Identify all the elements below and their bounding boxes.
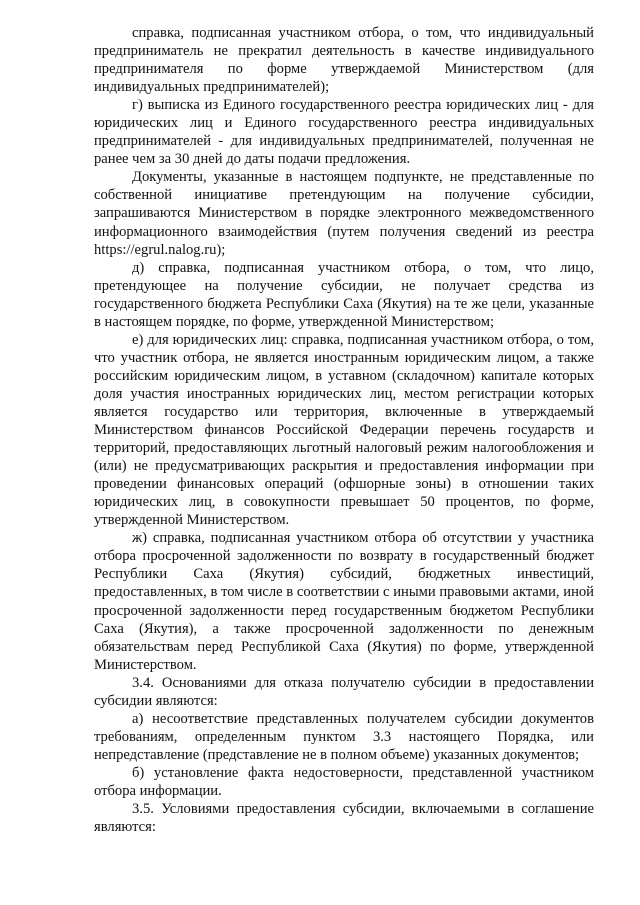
paragraph-item-b: б) установление факта недостоверности, представленной участником отбора информации. — [94, 764, 594, 799]
paragraph-item-e: е) для юридических лиц: справка, подписанная участником отбора, о том, что участник отбора, не является иностранным юридическим лицом, а также российским юридическим лицом, в уставном (складочном) капитале которых доля участия иностранных юридических лиц, местом регистрации которых является государство или территория, включенные в утверждаемый Министерством финансов Российской Федерации перечень государств и территорий, предоставляющих льготный налоговый режим налогообложения и (или) не предусматривающих раскрытия и предоставления информации при проведении финансовых операций (офшорные зоны) в отношении таких юридических лиц, в совокупности превышает 50 процентов, по форме, утвержденной Министерством. — [94, 331, 594, 529]
paragraph-section-3-5: 3.5. Условиями предоставления субсидии, включаемыми в соглашение являются: — [94, 801, 594, 836]
paragraph-ip-certificate: справка, подписанная участником отбора, о том, что индивидуальный предприниматель не прекратил деятельность в качестве индивидуального предпринимателя по форме утверждаемой Министерством (для индивидуальных предпринимателей); — [94, 25, 594, 96]
paragraph-interagency-request: Документы, указанные в настоящем подпункте, не представленные по собственной инициативе претендующим на получение субсидии, запрашиваются Министерством в порядке электронного межведомственного информационного взаимодействия (путем получения сведений из реестра https://egrul.nalog.ru); — [94, 169, 594, 258]
paragraph-item-a: а) несоответствие представленных получателем субсидии документов требованиям, определенным пунктом 3.3 настоящего Порядка, или непредставление (представление не в полном объеме) указанных документов; — [94, 710, 594, 763]
paragraph-section-3-4: 3.4. Основаниями для отказа получателю субсидии в предоставлении субсидии являются: — [94, 674, 594, 709]
document-page — [94, 24, 594, 836]
paragraph-item-d: д) справка, подписанная участником отбора, о том, что лицо, претендующее на получение субсидии, не получает средства из государственного бюджета Республики Саха (Якутия) на те же цели, указанные в настоящем порядке, по форме, утвержденной Министерством; — [94, 259, 594, 330]
paragraph-item-zh: ж) справка, подписанная участником отбора об отсутствии у участника отбора просроченной задолженности по возврату в государственный бюджет Республики Саха (Якутия) субсидий, бюджетных инвестиций, предоставленных, в том числе в соответствии с иными правовыми актами, иной просроченной задолженности перед государственным бюджетом Республики Саха (Якутия), а также просроченной задолженности по денежным обязательствам перед Республикой Саха (Якутия) по форме, утвержденной Министерством. — [94, 530, 594, 673]
paragraph-item-g: г) выписка из Единого государственного реестра юридических лиц - для юридических лиц и Единого государственного реестра индивидуальных предпринимателей - для индивидуальных предпринимателей, полученная не ранее чем за 30 дней до даты подачи предложения. — [94, 97, 594, 168]
